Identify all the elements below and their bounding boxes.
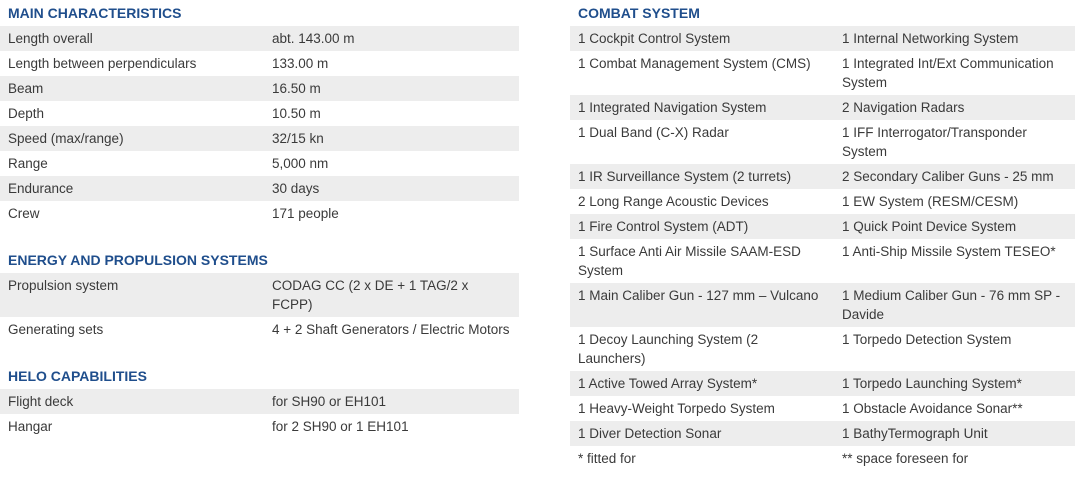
table-row [570,283,1075,327]
table-cell: 1 Surface Anti Air Missile SAAM-ESD System [578,244,801,278]
table-row [570,164,1075,189]
table-cell: Endurance [0,176,264,201]
main-characteristics-title: MAIN CHARACTERISTICS [8,5,182,21]
table-cell: Generating sets [8,322,104,337]
table-cell: Beam [0,76,264,101]
section-spacer [0,226,519,247]
main-characteristics-table [0,26,519,226]
table-cell: Length overall [0,26,264,51]
table-row [0,317,519,342]
table-cell: 5,000 nm [272,156,329,171]
table-cell: 1 Main Caliber Gun - 127 mm – Vulcano [570,283,834,327]
combat-system-title: COMBAT SYSTEM [578,5,700,21]
table-cell: for SH90 or EH101 [264,389,519,414]
table-row [0,26,519,51]
table-cell: Range [8,156,48,171]
table-row [570,214,1075,239]
table-row [0,126,519,151]
combat-system-table [570,26,1075,471]
table-row [0,76,519,101]
section-spacer [0,342,519,363]
table-row [0,201,519,226]
energy-propulsion-title: ENERGY AND PROPULSION SYSTEMS [8,252,268,268]
table-row [0,101,519,126]
right-column [570,0,1075,471]
table-row [570,95,1075,120]
table-cell: Depth [8,106,45,121]
table-cell: abt. 143.00 m [264,26,519,51]
table-row [570,327,1075,371]
table-row [0,51,519,76]
table-cell: 2 Navigation Radars [834,95,1075,120]
table-row [570,189,1075,214]
table-row [570,421,1075,446]
table-cell: Crew [8,206,40,221]
table-cell: 1 Dual Band (C-X) Radar [578,125,729,140]
table-row [570,51,1075,95]
table-row [0,273,519,317]
table-cell: Hangar [8,419,53,434]
table-row [0,176,519,201]
table-cell: 1 Cockpit Control System [570,26,834,51]
table-cell: 1 Torpedo Detection System [842,332,1012,347]
table-cell: 1 Quick Point Device System [834,214,1075,239]
table-row [570,446,1075,471]
table-row [570,371,1075,396]
table-cell: 1 Medium Caliber Gun - 76 mm SP - Davide [834,283,1075,327]
table-cell: 1 Torpedo Launching System* [834,371,1075,396]
helo-capabilities-title: HELO CAPABILITIES [8,368,147,384]
table-cell: * fitted for [578,451,636,466]
table-cell: 1 Obstacle Avoidance Sonar** [842,401,1023,416]
table-row [0,151,519,176]
table-row [570,120,1075,164]
table-cell: 1 Combat Management System (CMS) [578,56,811,71]
table-cell: 1 BathyTermograph Unit [834,421,1075,446]
table-cell: 1 Anti-Ship Missile System TESEO* [842,244,1056,259]
table-cell: 1 Active Towed Array System* [570,371,834,396]
left-column [0,0,519,439]
table-cell: Propulsion system [0,273,264,317]
table-cell: 1 Internal Networking System [834,26,1075,51]
table-cell: for 2 SH90 or 1 EH101 [272,419,409,434]
table-cell: ** space foreseen for [842,451,969,466]
table-cell: Speed (max/range) [0,126,264,151]
table-cell: Flight deck [0,389,264,414]
table-cell: 2 Long Range Acoustic Devices [578,194,769,209]
table-row [570,26,1075,51]
table-cell: CODAG CC (2 x DE + 1 TAG/2 x FCPP) [264,273,519,317]
table-cell: 1 Heavy-Weight Torpedo System [578,401,775,416]
table-row [0,389,519,414]
table-cell: 1 IR Surveillance System (2 turrets) [570,164,834,189]
table-cell: 1 EW System (RESM/CESM) [842,194,1019,209]
table-cell: 1 Integrated Int/Ext Communication System [842,56,1054,90]
table-cell: Length between perpendiculars [8,56,197,71]
table-cell: 30 days [264,176,519,201]
helo-capabilities-table [0,389,519,439]
table-cell: 1 Decoy Launching System (2 Launchers) [578,332,759,366]
table-cell: 16.50 m [264,76,519,101]
table-cell: 2 Secondary Caliber Guns - 25 mm [834,164,1075,189]
table-cell: 133.00 m [272,56,329,71]
table-cell: 1 Diver Detection Sonar [570,421,834,446]
table-cell: 32/15 kn [264,126,519,151]
table-cell: 1 Fire Control System (ADT) [570,214,834,239]
table-cell: 10.50 m [272,106,321,121]
energy-propulsion-table [0,273,519,342]
table-cell: 171 people [272,206,339,221]
table-row [0,414,519,439]
table-cell: 1 Integrated Navigation System [570,95,834,120]
table-row [570,396,1075,421]
table-cell: 4 + 2 Shaft Generators / Electric Motors [272,322,510,337]
table-cell: 1 IFF Interrogator/Transponder System [842,125,1027,159]
table-row [570,239,1075,283]
